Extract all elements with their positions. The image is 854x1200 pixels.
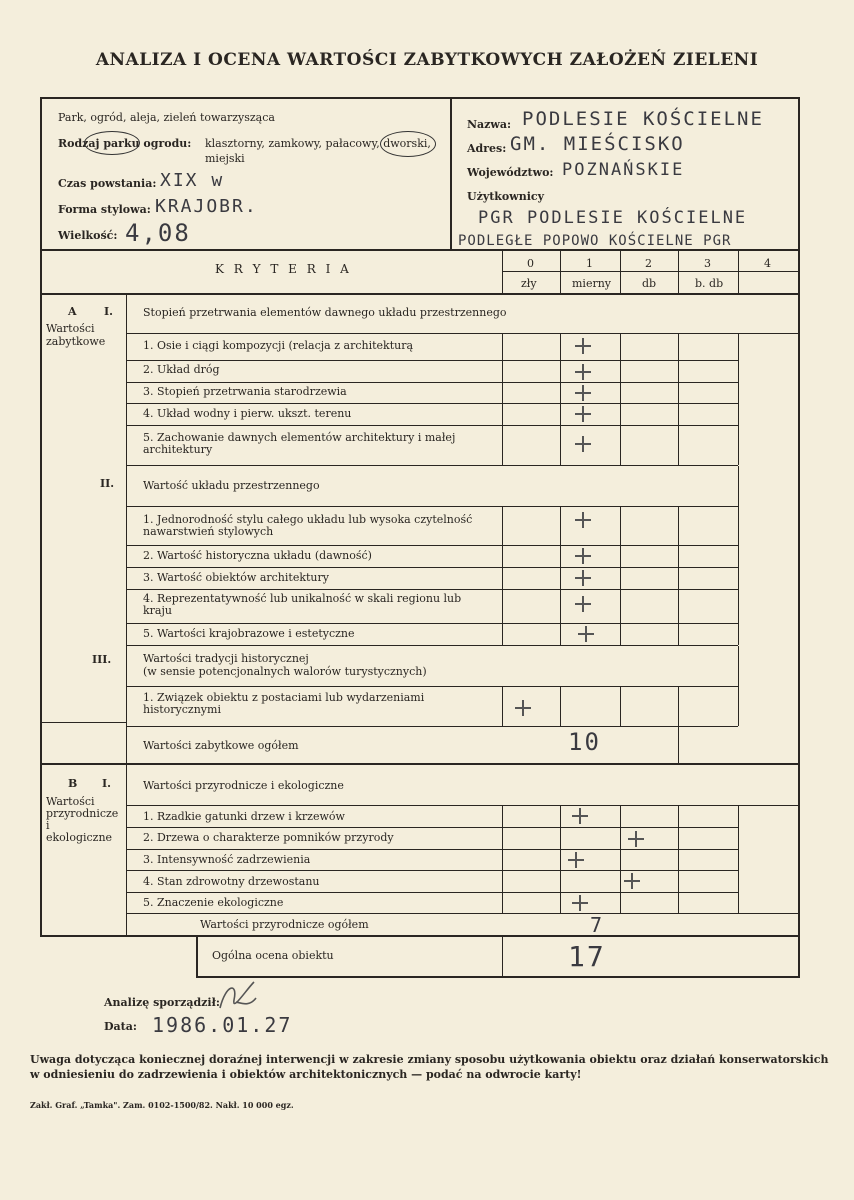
col-1-name: mierny [572,277,612,290]
mark-b1-3 [568,852,584,868]
uzytkownicy-value-1: PGR PODLESIE KOŚCIELNE [478,208,748,228]
mark-b1-1 [572,808,588,824]
uzytkownicy-label: Użytkownicy [467,190,545,203]
data-label: Data: [104,1020,137,1033]
mark-a2-2 [575,548,591,564]
a-g1-item-4: 4. Układ wodny i pierw. ukszt. terenu [143,407,352,420]
b-g1-item-5: 5. Znaczenie ekologiczne [143,896,284,909]
rodzaj-options: klasztorny, zamkowy, pałacowy, dworski, [205,137,431,150]
section-a-g1-num: I. [104,305,113,318]
a-g2-title: Wartość układu przestrzennego [143,479,320,492]
section-b-letter: B [68,777,78,790]
mark-a2-4 [575,596,591,612]
wielkosc-label: Wielkość: [58,229,118,242]
mark-a3-1 [515,700,535,716]
page-title: ANALIZA I OCENA WARTOŚCI ZABYTKOWYCH ZAŁOŻEŃ ZIELENI [95,50,759,70]
criteria-label: K R Y T E R I A [215,262,352,276]
section-b-name: Wartości przyrodnicze i ekologiczne [46,795,119,844]
mark-b1-4 [624,873,640,889]
a-total-value: 10 [568,728,601,756]
col-4-num: 4 [764,257,771,270]
a-g3-item-1: 1. Związek obiektu z postaciami lub wydarzeniami historycznymi [143,691,425,716]
col-3-num: 3 [704,257,711,270]
print-info: Zakł. Graf. „Tamka". Zam. 0102-1500/82. Nakł. 10 000 egz. [30,1100,294,1110]
section-a-g2-num: II. [100,477,115,490]
rodzaj-label: Rodzaj parku ogrodu: [58,137,192,150]
a-g1-item-1: 1. Osie i ciągi kompozycji (relacja z architekturą [143,339,414,352]
section-a-g3-num: III. [92,653,112,666]
a-g1-item-2: 2. Układ dróg [143,363,220,376]
b-total-label: Wartości przyrodnicze ogółem [200,918,369,931]
forma-label: Forma stylowa: [58,203,151,216]
b-g1-item-3: 3. Intensywność zadrzewienia [143,853,311,866]
a-g2-item-2: 2. Wartość historyczna układu (dawność) [143,549,372,562]
uwaga-line-1: Uwaga dotycząca koniecznej doraźnej interwencji w zakresie zmiany sposobu użytkowania obiektu oraz działań konserwatorskich [30,1053,829,1066]
a-g2-item-1: 1. Jednorodność stylu całego układu lub wysoka czytelność nawarstwień stylowych [143,513,473,538]
wojewodztwo-label: Województwo: [467,166,554,179]
mark-a2-1 [575,512,591,528]
adres-value: GM. MIEŚCISKO [510,133,685,155]
mark-a2-5 [578,626,594,642]
mark-a1-2 [575,364,591,380]
signature [216,978,260,1018]
wielkosc-value: 4,08 [125,219,191,247]
b-g1-title: Wartości przyrodnicze i ekologiczne [143,779,344,792]
a-g1-title: Stopień przetrwania elementów dawnego układu przestrzennego [143,306,507,319]
overall-value: 17 [568,940,606,973]
wojewodztwo-value: POZNAŃSKIE [562,160,685,180]
nazwa-value: PODLESIE KOŚCIELNE [522,108,764,130]
object-type-line: Park, ogród, aleja, zieleń towarzysząca [58,111,275,124]
b-g1-item-2: 2. Drzewa o charakterze pomników przyrody [143,831,394,844]
data-value: 1986.01.27 [152,1013,293,1037]
analiza-label: Analizę sporządził: [104,996,220,1009]
b-total-value: 7 [590,913,605,937]
col-2-name: db [642,277,657,290]
mark-a1-5 [575,436,591,452]
col-0-name: zły [521,277,537,290]
col-1-num: 1 [586,257,593,270]
a-total-label: Wartości zabytkowe ogółem [143,739,299,752]
mark-b1-5 [572,895,588,911]
czas-value: XIX w [160,170,225,191]
section-b-g1-num: I. [102,777,111,790]
nazwa-label: Nazwa: [467,118,512,131]
adres-label: Adres: [467,142,507,155]
uwaga-line-2: w odniesieniu do zadrzewienia i obiektów architektonicznych — podać na odwrocie karty! [30,1068,582,1081]
mark-a1-1 [575,338,591,354]
mark-a1-4 [575,406,591,422]
czas-label: Czas powstania: [58,177,157,190]
col-3-name: b. db [695,277,724,290]
a-g2-item-5: 5. Wartości krajobrazowe i estetyczne [143,627,355,640]
a-g1-item-3: 3. Stopień przetrwania starodrzewia [143,385,347,398]
col-0-num: 0 [527,257,534,270]
overall-label: Ogólna ocena obiektu [212,949,334,962]
rodzaj-options-2: miejski [205,152,245,165]
a-g3-title-2: (w sensie potencjonalnych walorów turystycznych) [143,665,427,678]
section-a-letter: A [68,305,77,318]
section-a-name: Wartości zabytkowe [46,322,106,348]
b-g1-item-1: 1. Rzadkie gatunki drzew i krzewów [143,810,345,823]
forma-value: KRAJOBR. [155,196,258,217]
col-2-num: 2 [645,257,652,270]
mark-a1-3 [575,385,591,401]
a-g3-title-1: Wartości tradycji historycznej [143,652,309,665]
mark-a2-3 [575,570,591,586]
a-g2-item-4: 4. Reprezentatywność lub unikalność w skali regionu lub kraju [143,592,462,617]
a-g1-item-5: 5. Zachowanie dawnych elementów architektury i małej architektury [143,431,456,456]
mark-b1-2 [628,831,644,847]
uzytkownicy-value-2: PODLEGŁE POPOWO KOŚCIELNE PGR [458,233,732,249]
b-g1-item-4: 4. Stan zdrowotny drzewostanu [143,875,320,888]
a-g2-item-3: 3. Wartość obiektów architektury [143,571,329,584]
